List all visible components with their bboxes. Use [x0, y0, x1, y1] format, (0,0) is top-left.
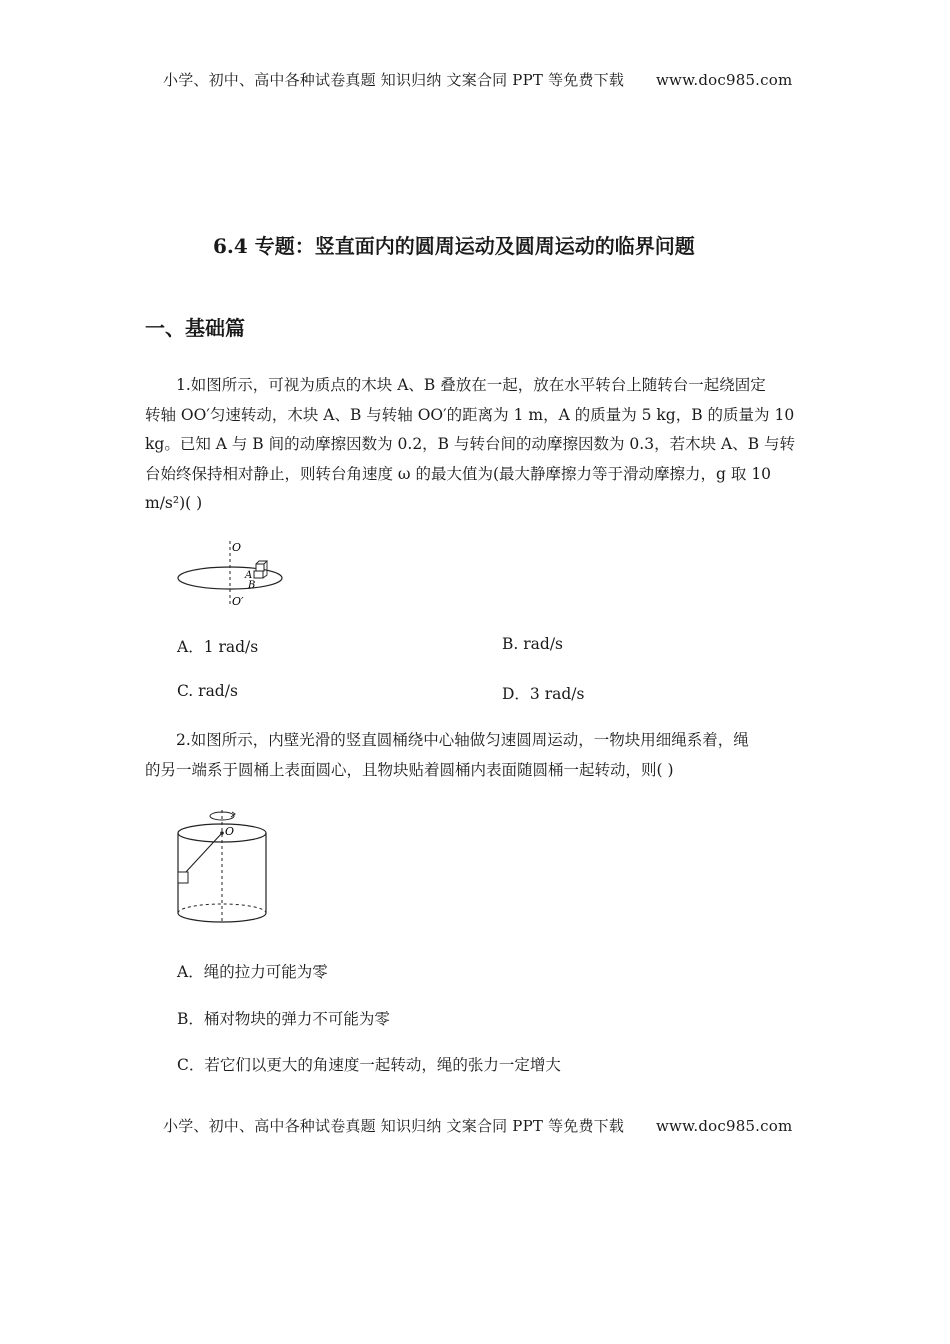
q2-line-2: 的另一端系于圆桶上表面圆心，且物块贴着圆桶内表面随圆桶一起转动，则( )	[145, 760, 674, 779]
section-heading: 一、基础篇	[145, 316, 245, 340]
q1-option-a: A．1 rad/s	[177, 638, 259, 656]
q1-line-4: 台始终保持相对静止，则转台角速度 ω 的最大值为(最大静摩擦力等于滑动摩擦力，g 取 10	[145, 464, 772, 483]
label-a: A	[245, 570, 253, 581]
block-b	[254, 571, 263, 578]
q1-option-b: B. rad/s	[502, 635, 563, 653]
q1-line-1: 1.如图所示，可视为质点的木块 A、B 叠放在一起，放在水平转台上随转台一起绕固定	[176, 376, 766, 394]
q2-option-c: C．若它们以更大的角速度一起转动，绳的张力一定增大	[177, 1056, 561, 1074]
footer-url[interactable]: www.doc985.com	[656, 1117, 793, 1135]
q2-option-a: A．绳的拉力可能为零	[177, 963, 328, 981]
label-o: O	[225, 825, 235, 838]
object-block	[178, 872, 188, 883]
q2-line-1: 2.如图所示，内壁光滑的竖直圆桶绕中心轴做匀速圆周运动，一物块用细绳系着，绳	[176, 731, 749, 749]
label-o-prime: O′	[232, 595, 244, 608]
question-2	[145, 726, 805, 785]
q1-option-d: D．3 rad/s	[502, 685, 585, 703]
turntable-figure	[170, 535, 300, 615]
q1-line-3: kg。已知 A 与 B 间的动摩擦因数为 0.2，B 与转台间的动摩擦因数为 0.3，若木块 A、B 与转	[145, 435, 796, 453]
footer-text: 小学、初中、高中各种试卷真题 知识归纳 文案合同 PPT 等免费下载	[163, 1117, 625, 1135]
cylinder-figure	[170, 800, 280, 930]
q2-option-b: B．桶对物块的弹力不可能为零	[177, 1010, 390, 1028]
header-url[interactable]: www.doc985.com	[656, 71, 793, 89]
question-1	[145, 371, 805, 519]
block-a	[256, 564, 264, 571]
document-title: 6.4 专题：竖直面内的圆周运动及圆周运动的临界问题	[213, 234, 695, 258]
q1-line-5: m/s²)( )	[145, 494, 203, 512]
label-o: O	[232, 541, 242, 554]
page-header	[163, 69, 792, 90]
header-text: 小学、初中、高中各种试卷真题 知识归纳 文案合同 PPT 等免费下载	[163, 71, 625, 89]
q1-line-2: 转轴 OO′匀速转动，木块 A、B 与转轴 OO′的距离为 1 m，A 的质量为 5 kg，B 的质量为 10	[145, 405, 795, 424]
q1-option-c: C. rad/s	[177, 682, 238, 700]
page-footer	[163, 1115, 792, 1136]
label-b: B	[248, 580, 256, 591]
